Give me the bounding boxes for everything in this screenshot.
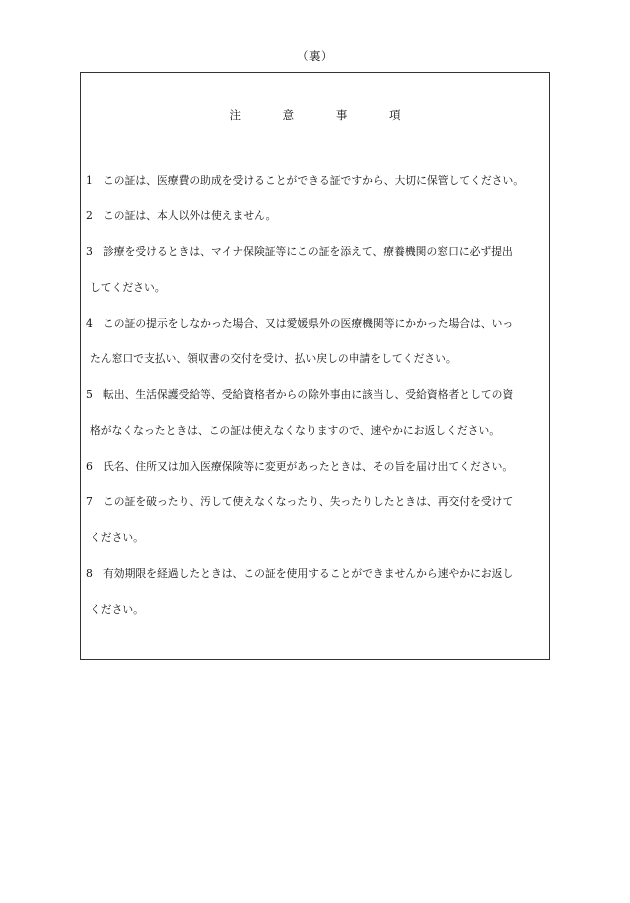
notice-item-6 <box>86 460 546 474</box>
item-text: この証の提示をしなかった場合、又は愛媛県外の医療機関等にかかった場合は、いっ <box>103 317 514 330</box>
notice-item-5-continuation: 格がなくなったときは、この証は使えなくなりますので、速やかにお返しください。 <box>90 424 501 437</box>
item-number: 6 <box>86 460 93 473</box>
notice-title-char: 項 <box>388 108 401 122</box>
notice-title-char: 意 <box>282 108 295 122</box>
notice-item-3 <box>86 245 546 259</box>
item-number: 2 <box>86 209 93 222</box>
item-text: 氏名、住所又は加入医療保険等に変更があったときは、その旨を届け出てください。 <box>103 460 514 473</box>
item-number: 8 <box>86 567 93 580</box>
item-text: 有効期限を経過したときは、この証を使用することができませんから速やかにお返し <box>103 567 514 580</box>
side-label: （裏） <box>297 49 333 63</box>
item-number: 4 <box>86 317 93 330</box>
notice-item-4-continuation: たん窓口で支払い、領収書の交付を受け、払い戻しの申請をしてください。 <box>90 352 457 365</box>
notice-item-2 <box>86 209 546 223</box>
notice-title-char: 注 <box>229 108 242 122</box>
item-text: 転出、生活保護受給等、受給資格者からの除外事由に該当し、受給資格者としての資 <box>103 388 514 401</box>
notice-item-8 <box>86 567 546 581</box>
notice-item-7-continuation: ください。 <box>90 531 144 544</box>
item-text: この証は、医療費の助成を受けることができる証ですから、大切に保管してください。 <box>103 174 525 187</box>
notice-item-5 <box>86 388 546 402</box>
item-number: 5 <box>86 388 93 401</box>
notice-title <box>80 107 550 123</box>
notice-item-3-continuation: してください。 <box>90 281 166 294</box>
notice-item-4 <box>86 317 546 331</box>
notice-item-8-continuation: ください。 <box>90 603 144 616</box>
item-text: この証を破ったり、汚して使えなくなったり、失ったりしたときは、再交付を受けて <box>103 495 514 508</box>
item-number: 1 <box>86 174 93 187</box>
item-text: 診療を受けるときは、マイナ保険証等にこの証を添えて、療養機関の窓口に必ず提出 <box>103 245 513 258</box>
item-number: 3 <box>86 245 93 258</box>
notice-item-1 <box>86 174 546 188</box>
item-text: この証は、本人以外は使えません。 <box>103 209 277 222</box>
item-number: 7 <box>86 495 93 508</box>
notice-item-7 <box>86 495 546 509</box>
notice-title-char: 事 <box>335 108 348 122</box>
